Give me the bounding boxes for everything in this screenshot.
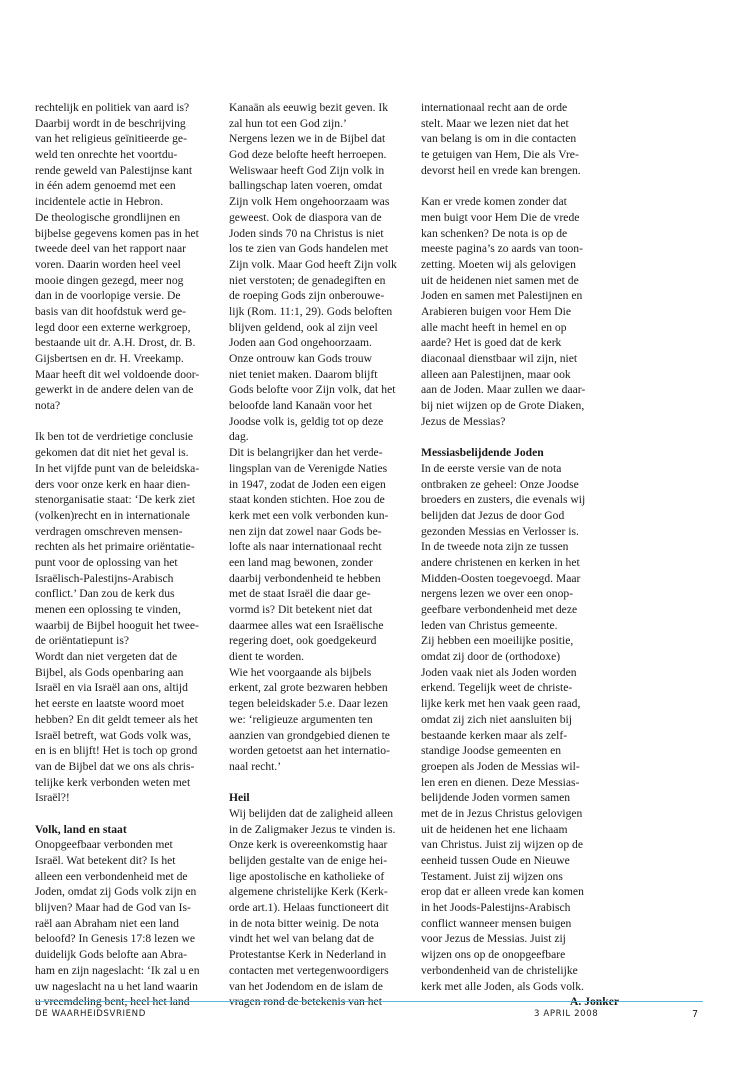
- text-line: vormd is? Dit betekent niet dat: [229, 603, 373, 616]
- text-line: te getuigen van Hem, Die als Vre-: [421, 148, 579, 162]
- text-line: men buigt voor Hem Die de vrede: [421, 210, 580, 224]
- text-line: kerk met een volk verbonden kun-: [229, 508, 389, 522]
- text-line: stenorganisatie staat: ‘De kerk ziet: [35, 493, 196, 507]
- text-line: orde art.1). Helaas functioneert dit: [229, 901, 389, 915]
- text-line: alle macht heeft in hemel en op: [421, 320, 567, 334]
- text-line: Nergens lezen we in de Bijbel dat: [229, 132, 386, 146]
- text-line: Daarbij wordt in de beschrijving: [35, 116, 186, 130]
- text-line: van de Bijbel dat we ons als chris-: [35, 759, 195, 773]
- text-line: naal recht.’: [229, 759, 282, 773]
- text-line: rende geweld van Palestijnse kant: [35, 163, 193, 177]
- text-line: nergens lezen we over een onop-: [421, 587, 574, 601]
- text-line: daarbij verbondenheid te hebben: [229, 571, 381, 585]
- text-line: Joden sinds 70 na Christus is niet: [229, 226, 384, 240]
- text-line: we: ‘religieuze argumenten ten: [229, 712, 373, 726]
- text-line: Bijbel, als Gods openbaring aan: [35, 665, 184, 679]
- text-line: waarbij de Bijbel hooguit het twee-: [35, 618, 199, 632]
- text-line: Zijn volk Hem ongehoorzaam was: [229, 195, 390, 209]
- text-line: telijke kerk verbonden weten met: [35, 775, 191, 789]
- text-line: Kanaän als eeuwig bezit geven. Ik: [229, 101, 389, 114]
- text-line: uit de heidenen niet samen met de: [421, 273, 579, 287]
- text-line: bij niet wijzen op de Grote Diaken,: [421, 399, 585, 413]
- text-line: aan de Joden. Maar zullen we daar-: [421, 383, 586, 397]
- text-line: geweest. Ook de diaspora van de: [229, 210, 382, 224]
- section-heading: Messiasbelijdende Joden: [421, 446, 544, 460]
- text-line: in 1947, zodat de Joden een eigen: [229, 477, 386, 491]
- text-line: Israël. Wat betekent dit? Is het: [35, 854, 176, 867]
- text-line: Onze ontrouw kan Gods trouw: [229, 352, 372, 365]
- text-line: beloofd? In Genesis 17:8 lezen we: [35, 932, 196, 946]
- text-line: niet teniet maken. Daarom blijft: [229, 367, 378, 381]
- text-line: rechtelijk en politiek van aard is?: [35, 101, 190, 114]
- text-line: incidentele actie in Hebron.: [35, 195, 164, 209]
- text-line: blijven geldend, ook al zijn veel: [229, 320, 378, 334]
- text-line: Gods belofte voor Zijn volk, dat het: [229, 383, 396, 397]
- article-column-1: [35, 100, 233, 1010]
- text-line: dag.: [229, 430, 249, 444]
- text-line: geefbare verbondenheid met deze: [421, 603, 578, 616]
- text-line: meeste pagina’s zo aards van toon-: [421, 242, 583, 256]
- text-line: aarde? Het is goed dat de kerk: [421, 336, 562, 350]
- text-line: beloofde land Kanaän voor het: [229, 399, 372, 413]
- text-line: belijden gestalte van de enige hei-: [229, 854, 388, 867]
- text-line: Arabieren buigen voor Hem Die: [421, 304, 572, 318]
- text-line: van het religieus geïnitieerde ge-: [35, 132, 187, 146]
- text-line: Wij belijden dat de zaligheid alleen: [229, 806, 394, 820]
- text-line: Testament. Juist zij wijzen ons: [421, 869, 563, 883]
- text-line: Ik ben tot de verdrietige conclusie: [35, 430, 194, 444]
- text-line: ders voor onze kerk en haar dien-: [35, 477, 191, 491]
- text-line: nota?: [35, 399, 61, 413]
- text-line: omdat zij zich niet aansluiten bij: [421, 712, 572, 726]
- text-line: belijdende Joden vormen samen: [421, 791, 571, 805]
- text-line: Jezus de Messias?: [421, 414, 506, 428]
- text-line: menen een oplossing te vinden,: [35, 603, 181, 616]
- text-line: contacten met vertegenwoordigers: [229, 963, 389, 977]
- text-line: Maar heeft dit wel voldoende door-: [35, 367, 200, 381]
- text-line: Wie het voorgaande als bijbels: [229, 665, 372, 679]
- text-line: Midden-Oosten toegevoegd. Maar: [421, 571, 581, 585]
- text-line: stelt. Maar we lezen niet dat het: [421, 116, 569, 130]
- text-line: het eerste en laatste woord moet: [35, 697, 185, 711]
- text-line: Weliswaar heeft God Zijn volk in: [229, 163, 385, 177]
- text-line: Dit is belangrijker dan het verde-: [229, 446, 383, 460]
- text-line: mooie dingen gezegd, meer nog: [35, 273, 184, 287]
- text-line: in het Joods-Palestijns-Arabisch: [421, 901, 571, 915]
- text-line: kerk met alle Joden, als Gods volk.: [421, 979, 584, 993]
- text-line: weld ten onrechte het voortdu-: [35, 148, 178, 162]
- text-line: zal hun tot een God zijn.’: [229, 116, 347, 130]
- text-line: lofte als naar internationaal recht: [229, 540, 382, 554]
- text-line: ballingschap laten voeren, omdat: [229, 179, 383, 193]
- text-line: lijke kerk met hen vaak geen raad,: [421, 697, 581, 711]
- author-signature: A. Jonker: [570, 995, 619, 1009]
- text-line: Wordt dan niet vergeten dat de: [35, 650, 178, 664]
- text-line: met de in Jezus Christus gelovigen: [421, 806, 583, 820]
- text-line: Israël betreft, wat Gods volk was,: [35, 728, 192, 742]
- text-line: in de nota bitter weinig. De nota: [229, 916, 379, 930]
- text-line: Zij hebben een moeilijke positie,: [421, 634, 574, 648]
- text-line: eenheid tussen Oude en Nieuwe: [421, 854, 570, 867]
- text-line: vragen rond de betekenis van het: [229, 995, 382, 1009]
- text-line: Joden en samen met Palestijnen en: [421, 289, 583, 303]
- text-line: In de tweede nota zijn ze tussen: [421, 540, 569, 554]
- text-line: Kan er vrede komen zonder dat: [421, 195, 567, 209]
- text-line: vindt het wel van belang dat de: [229, 932, 374, 946]
- footer-divider: [35, 1001, 703, 1002]
- text-line: kan schenken? De nota is op de: [421, 226, 568, 240]
- text-line: gekomen dat dit niet het geval is.: [35, 446, 189, 460]
- text-line: erkent, zal grote bezwaren hebben: [229, 681, 388, 695]
- text-line: regering doet, ook goedgekeurd: [229, 634, 377, 648]
- text-line: andere christenen en kerken in het: [421, 555, 580, 569]
- text-line: dient te worden.: [229, 650, 305, 664]
- text-line: broeders en zusters, die evenals wij: [421, 493, 586, 507]
- section-heading: Volk, land en staat: [35, 822, 127, 836]
- text-line: bijbelse gegevens komen pas in het: [35, 226, 199, 240]
- text-line: alleen aan Palestijnen, maar ook: [421, 367, 571, 381]
- text-line: alleen een verbondenheid met de: [35, 869, 188, 883]
- footer-publication-name: DE WAARHEIDSVRIEND: [35, 1009, 146, 1019]
- text-line: raël aan Abraham niet een land: [35, 916, 179, 930]
- text-line: legd door een externe werkgroep,: [35, 320, 191, 334]
- text-line: Israëlisch-Palestijns-Arabisch: [35, 571, 174, 585]
- text-line: in de Zaligmaker Jezus te vinden is.: [229, 822, 396, 836]
- paragraph-gap: [421, 429, 619, 445]
- text-line: Zijn volk. Maar God heeft Zijn volk: [229, 257, 397, 271]
- text-line: de oriëntatiepunt is?: [35, 634, 130, 648]
- footer-issue-date: 3 APRIL 2008: [534, 1009, 599, 1019]
- text-line: Onopgeefbaar verbonden met: [35, 838, 173, 852]
- text-line: gewerkt in de andere delen van de: [35, 383, 194, 397]
- text-line: bestaande uit dr. A.H. Drost, dr. B.: [35, 336, 196, 350]
- text-line: en is en blijft! Het is toch op grond: [35, 744, 198, 758]
- text-line: erop dat er alleen vrede kan komen: [421, 885, 584, 899]
- text-line: punt voor de oplossing van het: [35, 555, 178, 569]
- text-line: basis van dit hoofdstuk werd ge-: [35, 304, 187, 318]
- text-line: Israël?!: [35, 791, 70, 805]
- text-line: erkend. Tegelijk weet de christe-: [421, 681, 573, 695]
- text-line: Gijsbertsen en dr. H. Vreekamp.: [35, 352, 184, 365]
- text-line: u vreemdeling bent, heel het land: [35, 995, 190, 1009]
- text-line: Protestantse Kerk in Nederland in: [229, 948, 387, 962]
- text-line: Onze kerk is overeenkomstig haar: [229, 838, 388, 852]
- text-line: verdragen omschreven mensen-: [35, 524, 183, 538]
- text-line: Joden, omdat zij Gods volk zijn en: [35, 885, 197, 899]
- article-column-2: [229, 100, 427, 1010]
- text-line: tweede deel van het rapport naar: [35, 242, 186, 256]
- text-line: De theologische grondlijnen en: [35, 210, 181, 224]
- text-line: zetting. Moeten wij als gelovigen: [421, 257, 576, 271]
- text-line: (volken)recht en in internationale: [35, 508, 190, 522]
- text-line: voor Jezus de Messias. Juist zij: [421, 932, 566, 946]
- text-line: len eren en dienen. Deze Messias-: [421, 775, 580, 789]
- text-line: nen zijn dat zowel naar Gods be-: [229, 524, 382, 538]
- footer-page-number: 7: [692, 1009, 699, 1020]
- text-line: standige Joodse gemeenten en: [421, 744, 562, 758]
- text-line: Joodse volk is, geldig tot op deze: [229, 414, 384, 428]
- text-line: conflict.’ Dan zou de kerk dus: [35, 587, 175, 601]
- text-line: Joden aan God ongehoorzaam.: [229, 336, 372, 350]
- text-line: devorst heil en vrede kan brengen.: [421, 163, 581, 177]
- text-line: In het vijfde punt van de beleidska-: [35, 461, 200, 475]
- text-line: conflict wanneer mensen buigen: [421, 916, 572, 930]
- paragraph-gap: [35, 806, 233, 822]
- text-line: voren. Daarin worden heel veel: [35, 257, 181, 271]
- text-line: omdat zij door de (orthodoxe): [421, 650, 561, 664]
- paragraph-gap: [35, 414, 233, 430]
- text-line: van belang is om in die contacten: [421, 132, 577, 146]
- paragraph-gap: [229, 775, 427, 791]
- text-line: van Christus. Juist zij wijzen op de: [421, 838, 583, 852]
- text-line: duidelijk Gods belofte aan Abra-: [35, 948, 187, 962]
- text-line: hebben? En dit geldt temeer als het: [35, 712, 198, 726]
- text-line: bestaande kerken maar als zelf-: [421, 728, 568, 742]
- text-line: In de eerste versie van de nota: [421, 461, 562, 475]
- text-line: niet verstoten; de genadegiften en: [229, 273, 386, 287]
- text-line: groepen als Joden de Messias wil-: [421, 759, 580, 773]
- text-line: worden getoetst aan het internatio-: [229, 744, 390, 758]
- paragraph-gap: [421, 178, 619, 194]
- article-column-3: [421, 100, 619, 1010]
- text-line: ontbraken ze geheel: Onze Joodse: [421, 477, 579, 491]
- text-line: met de staat Israël die daar ge-: [229, 587, 371, 601]
- text-line: aanzien van grondgebied dienen te: [229, 728, 390, 742]
- text-line: gezonden Messias en Verlosser is.: [421, 524, 579, 538]
- text-line: diaconaal dienstbaar wil zijn, niet: [421, 352, 578, 365]
- text-line: wijzen ons op de onopgeefbare: [421, 948, 566, 962]
- text-line: uit de heidenen het ene lichaam: [421, 822, 568, 836]
- text-line: dan in de voorlopige versie. De: [35, 289, 181, 303]
- text-line: blijven? Maar had de God van Is-: [35, 901, 191, 915]
- text-line: God deze belofte heeft herroepen.: [229, 148, 387, 162]
- text-line: leden van Christus gemeente.: [421, 618, 558, 632]
- text-line: een land mag bewonen, zonder: [229, 555, 373, 569]
- text-line: lingsplan van de Verenigde Naties: [229, 461, 388, 475]
- text-line: staat konden stichten. Hoe zou de: [229, 493, 385, 507]
- text-line: ham en zijn nageslacht: ‘Ik zal u en: [35, 963, 200, 977]
- text-line: verbondenheid van de christelijke: [421, 963, 578, 977]
- text-line: algemene christelijke Kerk (Kerk-: [229, 885, 388, 899]
- text-line: internationaal recht aan de orde: [421, 101, 568, 114]
- text-line: Israël en via Israël aan ons, altijd: [35, 681, 188, 695]
- section-heading: Heil: [229, 791, 250, 805]
- text-line: daarmee alles wat een Israëlische: [229, 618, 384, 632]
- text-line: lijk (Rom. 11:1, 29). Gods beloften: [229, 304, 393, 318]
- text-line: lige apostolische en katholieke of: [229, 869, 385, 883]
- text-line: Joden vaak niet als Joden worden: [421, 665, 577, 679]
- text-line: de roeping Gods zijn onberouwe-: [229, 289, 385, 303]
- text-line: van het Jodendom en de islam de: [229, 979, 383, 993]
- text-line: in één adem genoemd met een: [35, 179, 176, 193]
- text-line: belijden dat Jezus de door God: [421, 508, 565, 522]
- text-line: los te zien van Gods handelen met: [229, 242, 389, 256]
- text-line: tegen beleidskader 5.e. Daar lezen: [229, 697, 389, 711]
- text-line: rechten als het primaire oriëntatie-: [35, 540, 195, 554]
- text-line: uw nageslacht na u het land waarin: [35, 979, 198, 993]
